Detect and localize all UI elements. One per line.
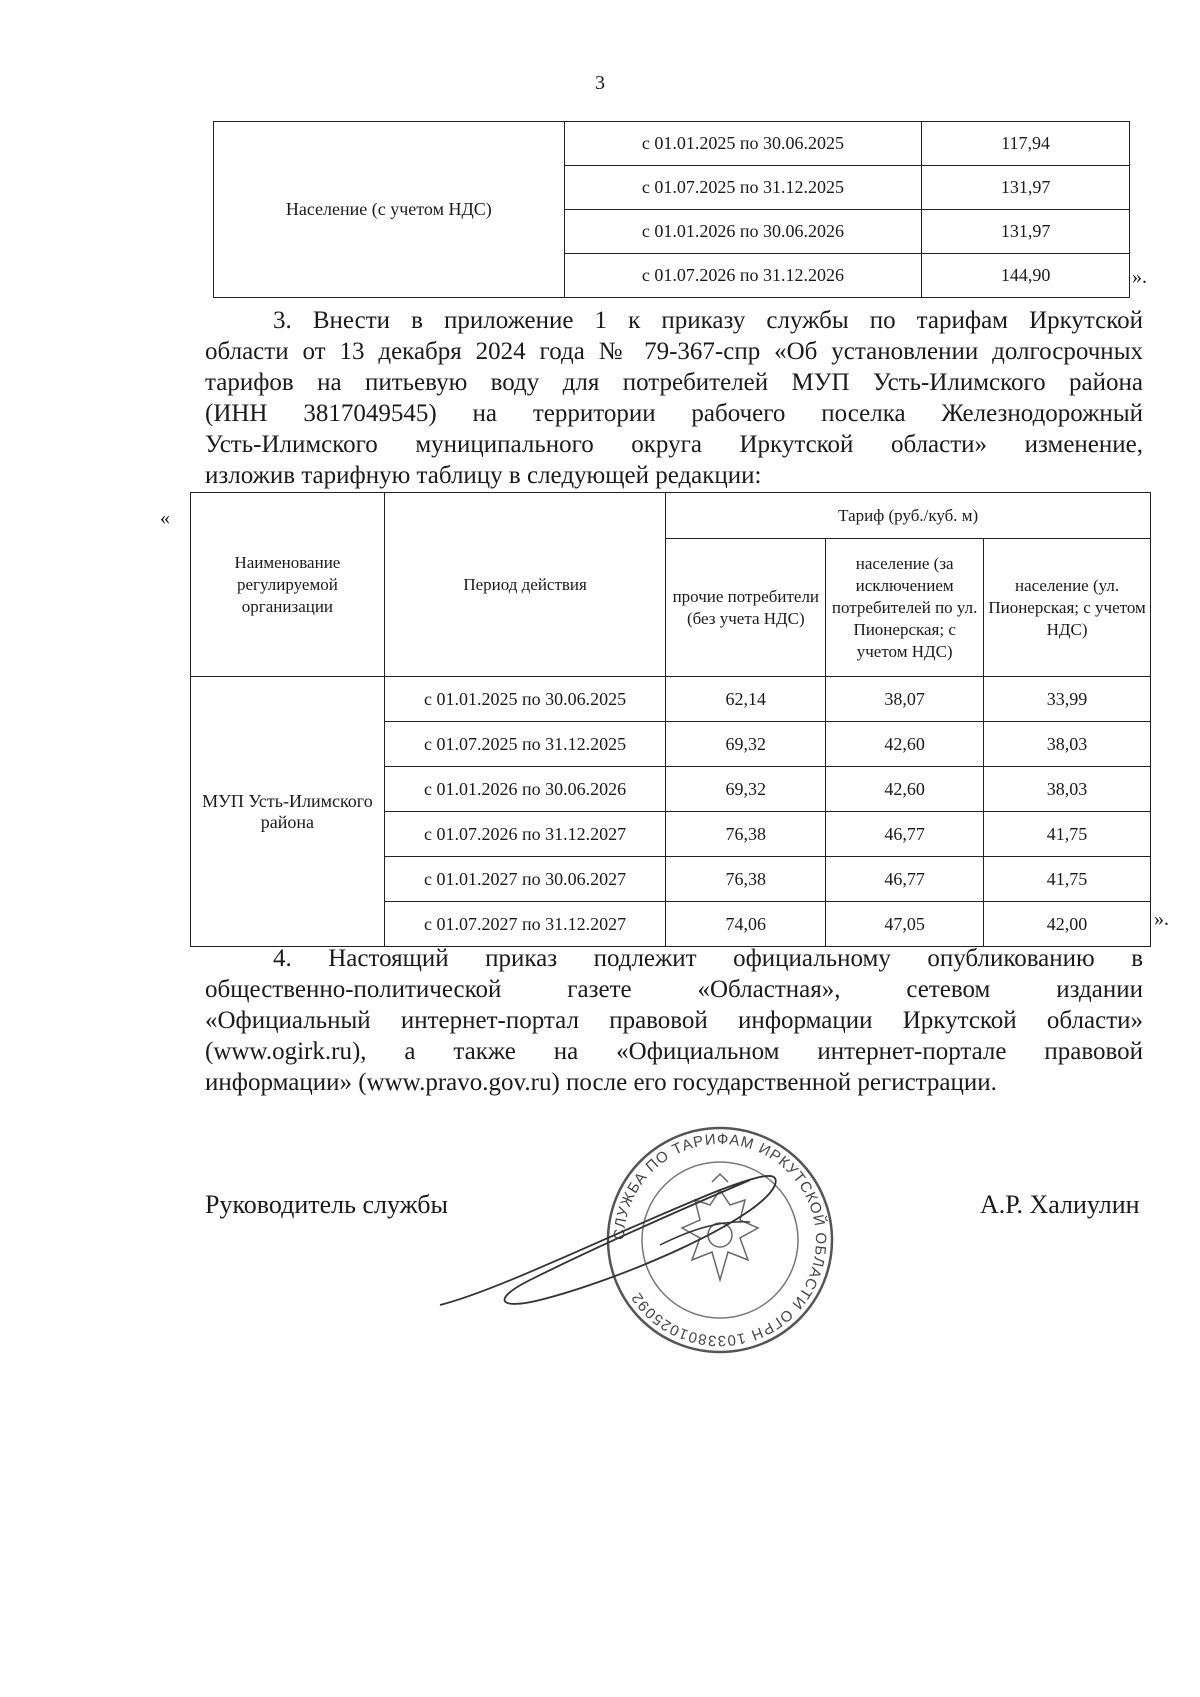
- period-cell: с 01.01.2026 по 30.06.2026: [384, 767, 666, 812]
- text-line: изложив тарифную таблицу в следующей редакции:: [205, 462, 762, 489]
- text-line: информации» (www.pravo.gov.ru) после его государственной регистрации.: [205, 1069, 997, 1096]
- header-population-pionerskaya: население (ул. Пионерская; с учетом НДС): [984, 539, 1151, 677]
- text-line: области от 13 декабря 2024 года № 79-367-спр «Об установлении долгосрочных: [205, 338, 1143, 365]
- org-cell: Население (с учетом НДС): [214, 122, 565, 298]
- value-cell: 41,75: [984, 857, 1151, 902]
- value-cell: 117,94: [922, 122, 1130, 166]
- table2-closing-quote: ».: [1154, 908, 1169, 930]
- value-cell: 131,97: [922, 166, 1130, 210]
- header-tariff-group: Тариф (руб./куб. м): [666, 493, 1151, 539]
- page-number: 3: [595, 72, 605, 94]
- paragraph-4: [205, 943, 1143, 1098]
- signer-title: Руководитель службы: [205, 1190, 448, 1219]
- value-cell: 42,60: [826, 767, 984, 812]
- text-line: 3. Внести в приложение 1 к приказу службы по тарифам Иркутской: [273, 307, 1143, 334]
- period-cell: с 01.01.2026 по 30.06.2026: [564, 210, 922, 254]
- value-cell: 62,14: [666, 677, 826, 722]
- population-tariff-table: [213, 121, 1130, 298]
- header-period: Период действия: [384, 493, 666, 677]
- value-cell: 144,90: [922, 254, 1130, 298]
- text-line: (www.ogirk.ru), а также на «Официальном интернет-портале правовой: [205, 1038, 1143, 1065]
- period-cell: с 01.01.2025 по 30.06.2025: [564, 122, 922, 166]
- table1-closing-quote: ».: [1132, 266, 1147, 288]
- header-population-excl: население (за исключением потребителей по ул. Пионерская; с учетом НДС): [826, 539, 984, 677]
- value-cell: 69,32: [666, 722, 826, 767]
- period-cell: с 01.01.2027 по 30.06.2027: [384, 857, 666, 902]
- period-cell: с 01.07.2025 по 31.12.2025: [564, 166, 922, 210]
- text-line: Усть-Илимского муниципального округа Иркутской области» изменение,: [205, 431, 1143, 458]
- text-line: тарифов на питьевую воду для потребителей МУП Усть-Илимского района: [205, 369, 1143, 396]
- header-other-consumers: прочие потребители (без учета НДС): [666, 539, 826, 677]
- period-cell: с 01.07.2025 по 31.12.2025: [384, 722, 666, 767]
- text-line: «Официальный интернет-портал правовой информации Иркутской области»: [205, 1007, 1143, 1034]
- text-line: общественно-политической газете «Областная», сетевом издании: [205, 976, 1143, 1003]
- value-cell: 47,05: [826, 902, 984, 947]
- value-cell: 38,07: [826, 677, 984, 722]
- value-cell: 69,32: [666, 767, 826, 812]
- value-cell: 42,60: [826, 722, 984, 767]
- value-cell: 38,03: [984, 767, 1151, 812]
- table2-open-quote: «: [160, 507, 170, 529]
- period-cell: с 01.01.2025 по 30.06.2025: [384, 677, 666, 722]
- value-cell: 46,77: [826, 857, 984, 902]
- value-cell: 41,75: [984, 812, 1151, 857]
- handwritten-signature: [420, 1150, 840, 1320]
- header-org: Наименование регулируемой организации: [191, 493, 385, 677]
- period-cell: с 01.07.2026 по 31.12.2027: [384, 812, 666, 857]
- water-tariff-table: [190, 492, 1151, 947]
- value-cell: 42,00: [984, 902, 1151, 947]
- signer-name: А.Р. Халиулин: [980, 1190, 1140, 1219]
- value-cell: 131,97: [922, 210, 1130, 254]
- period-cell: с 01.07.2027 по 31.12.2027: [384, 902, 666, 947]
- paragraph-3: [205, 305, 1143, 491]
- value-cell: 38,03: [984, 722, 1151, 767]
- value-cell: 74,06: [666, 902, 826, 947]
- period-cell: с 01.07.2026 по 31.12.2026: [564, 254, 922, 298]
- text-line: 4. Настоящий приказ подлежит официальному опубликованию в: [273, 945, 1143, 972]
- value-cell: 46,77: [826, 812, 984, 857]
- value-cell: 76,38: [666, 857, 826, 902]
- value-cell: 33,99: [984, 677, 1151, 722]
- text-line: (ИНН 3817049545) на территории рабочего поселка Железнодорожный: [205, 400, 1143, 427]
- seal-text: СЛУЖБА ПО ТАРИФАМ ИРКУТСКОЙ ОБЛАСТИ ОГРН 1033801025092: [610, 1130, 830, 1350]
- org-cell: МУП Усть-Илимского района: [191, 677, 385, 947]
- value-cell: 76,38: [666, 812, 826, 857]
